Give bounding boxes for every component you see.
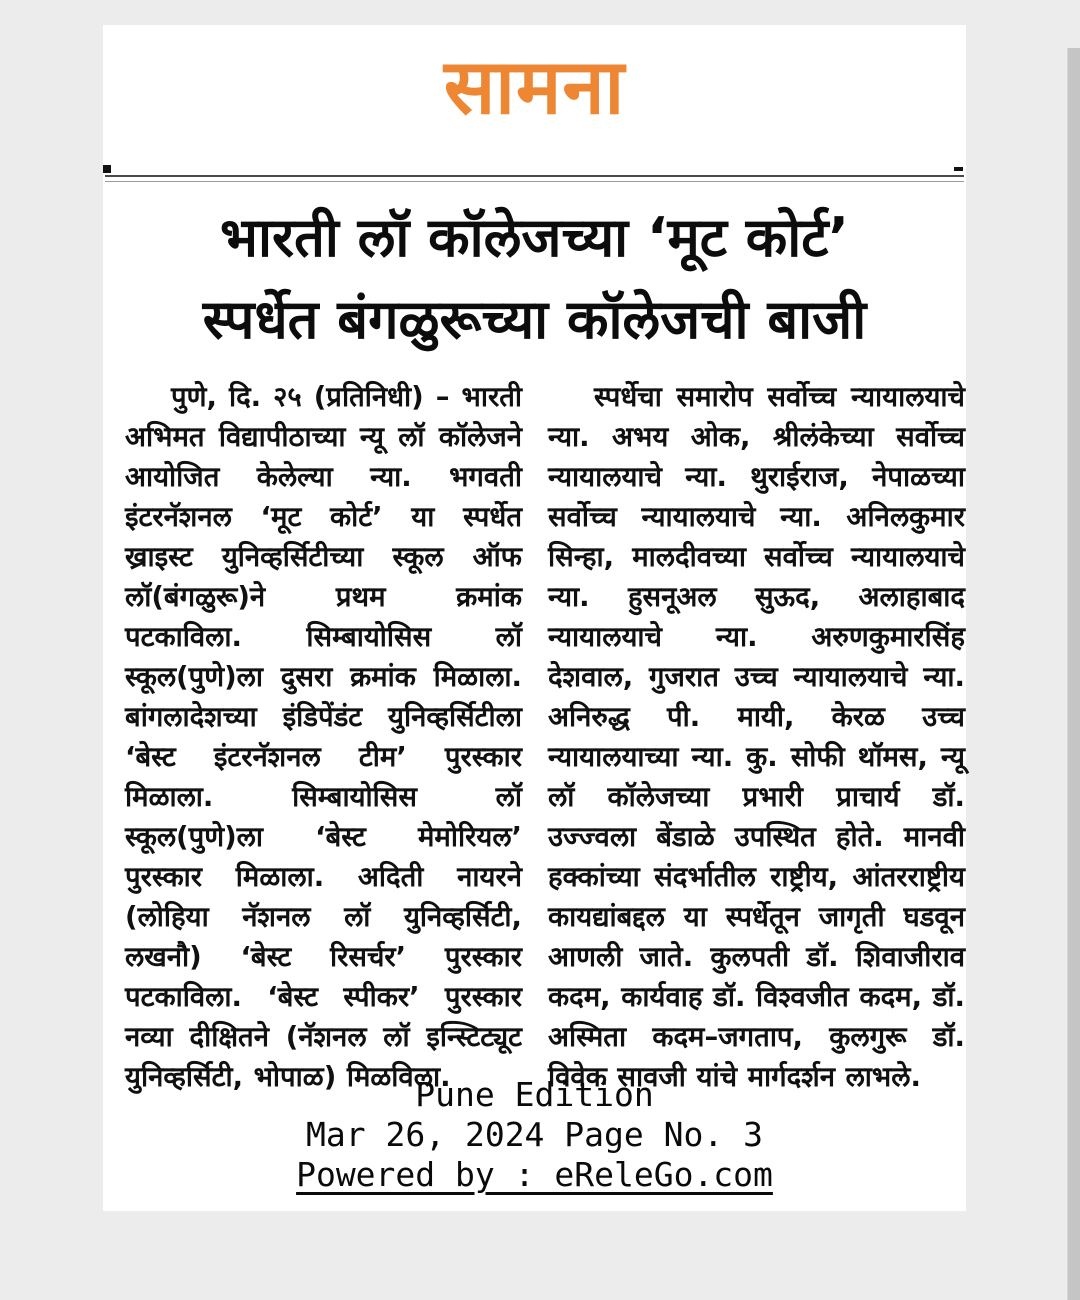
article-body	[125, 377, 965, 1097]
newspaper-clipping-page	[103, 25, 966, 1211]
headline-line-1: भारती लॉ कॉलेजच्या ‘मूट कोर्ट’	[220, 206, 849, 269]
headline-line-2: स्पर्धेत बंगळुरूच्या कॉलेजची बाजी	[202, 288, 867, 351]
newspaper-masthead: सामना	[443, 42, 626, 131]
date-page-label: Mar 26, 2024 Page No. 3	[306, 1115, 763, 1154]
article-headline	[113, 197, 956, 361]
article-column-left: पुणे, दि. २५ (प्रतिनिधी) – भारती अभिमत विद्यापीठाच्या न्यू लॉ कॉलेजने आयोजित केलेल्या न्या. भगवती इंटरनॅशनल ‘मूट कोर्ट’ या स्पर्धेत ख्राइस्ट युनिव्हर्सिटीच्या स्कूल ऑफ लॉ(बंगळुरू)ने प्रथम क्रमांक पटकाविला. सिम्बायोसिस लॉ स्कूल(पुणे)ला दुसरा क्रमांक मिळाला. बांगलादेशच्या इंडिपेंडंट युनिव्हर्सिटीला ‘बेस्ट इंटरनॅशनल टीम’ पुरस्कार मिळाला. सिम्बायोसिस लॉ स्कूल(पुणे)ला ‘बेस्ट मेमोरियल’ पुरस्कार मिळाला. अदिती नायरने (लोहिया नॅशनल लॉ युनिव्हर्सिटी, लखनौ) ‘बेस्ट रिसर्चर’ पुरस्कार पटकाविला. ‘बेस्ट स्पीकर’ पुरस्कार नव्या दीक्षितने (नॅशनल लॉ इन्स्टिट्यूट युनिव्हर्सिटी, भोपाळ) मिळविला.	[125, 381, 522, 1093]
crop-mark-left	[103, 165, 111, 173]
scrollbar-track[interactable]	[1067, 48, 1080, 1300]
article-column-right: स्पर्धेचा समारोप सर्वोच्च न्यायालयाचे न्या. अभय ओक, श्रीलंकेच्या सर्वोच्च न्यायालयाचे न्या. थुराईराज, नेपाळच्या सर्वोच्च न्यायालयाचे न्या. अनिलकुमार सिन्हा, मालदीवच्या सर्वोच्च न्यायालयाचे न्या. हुसनूअल सुऊद, अलाहाबाद न्यायालयाचे न्या. अरुणकुमारसिंह देशवाल, गुजरात उच्च न्यायालयाचे न्या. अनिरुद्ध पी. मायी, केरळ उच्च न्यायालयाच्या न्या. कु. सोफी थॉमस, न्यू लॉ कॉलेजच्या प्रभारी प्राचार्य डॉ. उज्ज्वला बेंडाळे उपस्थित होते. मानवी हक्कांच्या संदर्भातील राष्ट्रीय, आंतरराष्ट्रीय कायद्यांबद्दल या स्पर्धेतून जागृती घडवून आणली जाते. कुलपती डॉ. शिवाजीराव कदम, कार्यवाह डॉ. विश्वजीत कदम, डॉ. अस्मिता कदम–जगताप, कुलगुरू डॉ. विवेक सावजी यांचे मार्गदर्शन लाभले.	[548, 381, 965, 1093]
edition-label: Pune Edition	[415, 1075, 654, 1114]
crop-mark-right	[954, 167, 963, 171]
masthead-divider-rule	[105, 175, 964, 182]
scrollbar-thumb[interactable]	[1067, 48, 1080, 1300]
clipping-footer	[103, 1075, 966, 1195]
powered-by-link[interactable]: Powered by : eReleGo.com	[296, 1155, 773, 1194]
